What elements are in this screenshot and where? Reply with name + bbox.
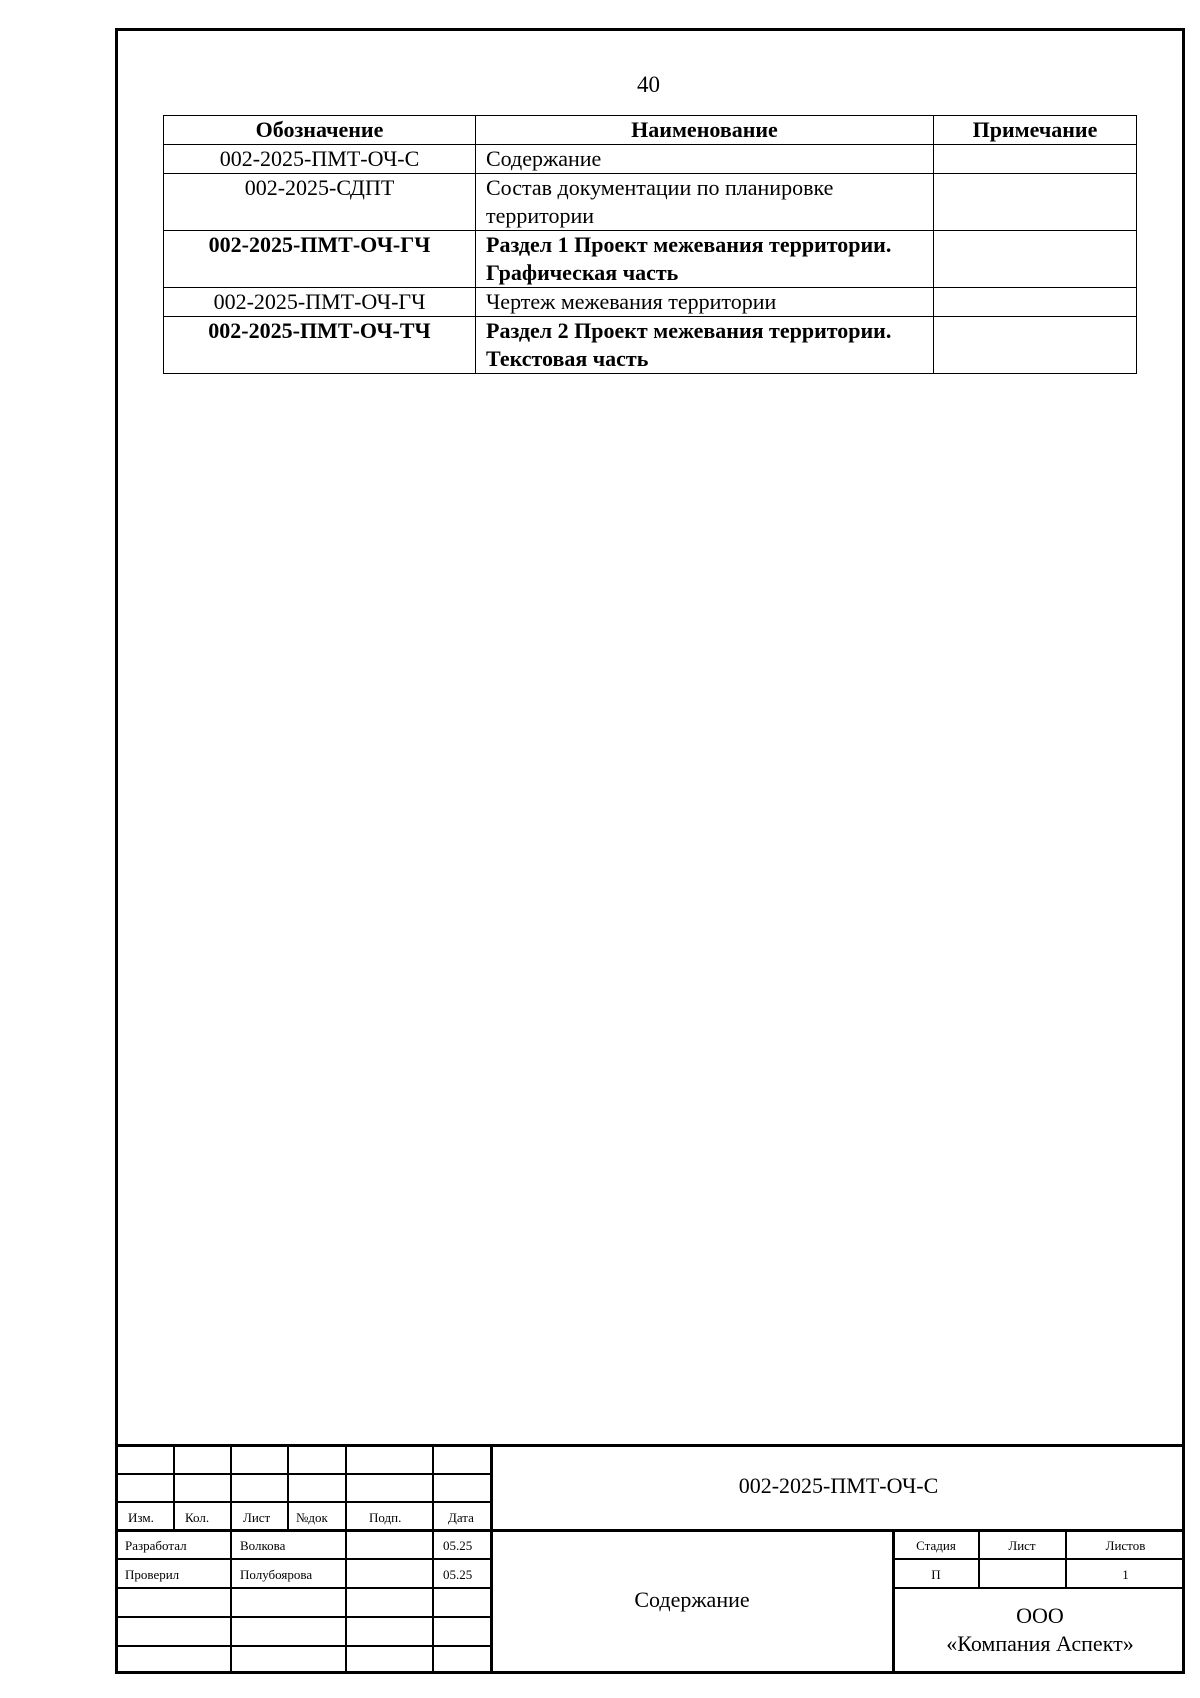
checked-label: Проверил: [125, 1567, 180, 1582]
row-note: [934, 288, 1137, 317]
row-name: Содержание: [476, 145, 934, 174]
header-name: Наименование: [476, 116, 934, 145]
stage-label: Стадия: [916, 1538, 956, 1553]
sheets-label: Листов: [1105, 1538, 1146, 1553]
label-list: Лист: [243, 1510, 271, 1525]
developed-label: Разработал: [125, 1538, 187, 1553]
label-podp: Подп.: [369, 1510, 402, 1525]
label-data: Дата: [448, 1510, 474, 1525]
row-designation: 002-2025-СДПТ: [164, 174, 476, 231]
contents-table: [163, 115, 1137, 374]
label-kol: Кол.: [185, 1510, 210, 1525]
title-block: [115, 1444, 1185, 1674]
row-note: [934, 231, 1137, 288]
row-designation: 002-2025-ПМТ-ОЧ-С: [164, 145, 476, 174]
checked-date: 05.25: [443, 1567, 473, 1582]
row-note: [934, 174, 1137, 231]
row-designation: 002-2025-ПМТ-ОЧ-ГЧ: [164, 231, 476, 288]
table-row: [164, 288, 1137, 317]
row-note: [934, 145, 1137, 174]
header-designation: Обозначение: [164, 116, 476, 145]
label-ndok: №док: [296, 1510, 328, 1525]
row-designation: 002-2025-ПМТ-ОЧ-ТЧ: [164, 317, 476, 374]
row-note: [934, 317, 1137, 374]
label-izm: Изм.: [128, 1510, 154, 1525]
doc-code: 002-2025-ПМТ-ОЧ-С: [738, 1473, 939, 1498]
page-number: 40: [637, 72, 660, 97]
row-name: Чертеж межевания территории: [476, 288, 934, 317]
header-note: Примечание: [934, 116, 1137, 145]
table-header-row: [164, 116, 1137, 145]
row-designation: 002-2025-ПМТ-ОЧ-ГЧ: [164, 288, 476, 317]
company-line-1: ООО: [1016, 1603, 1064, 1628]
table-row: [164, 231, 1137, 288]
stage-value: П: [931, 1567, 941, 1582]
developed-name: Волкова: [240, 1538, 286, 1553]
developed-date: 05.25: [443, 1538, 473, 1553]
table-row: [164, 174, 1137, 231]
row-name: Раздел 2 Проект межевания территории. Текстовая часть: [476, 317, 934, 374]
doc-title: Содержание: [634, 1587, 750, 1612]
company-line-2: «Компания Аспект»: [946, 1631, 1134, 1656]
sheets-value: 1: [1122, 1567, 1129, 1582]
table-row: [164, 145, 1137, 174]
checked-name: Полубоярова: [240, 1567, 313, 1582]
table-row: [164, 317, 1137, 374]
row-name: Состав документации по планировке территории: [476, 174, 934, 231]
sheet-label: Лист: [1008, 1538, 1036, 1553]
row-name: Раздел 1 Проект межевания территории. Графическая часть: [476, 231, 934, 288]
